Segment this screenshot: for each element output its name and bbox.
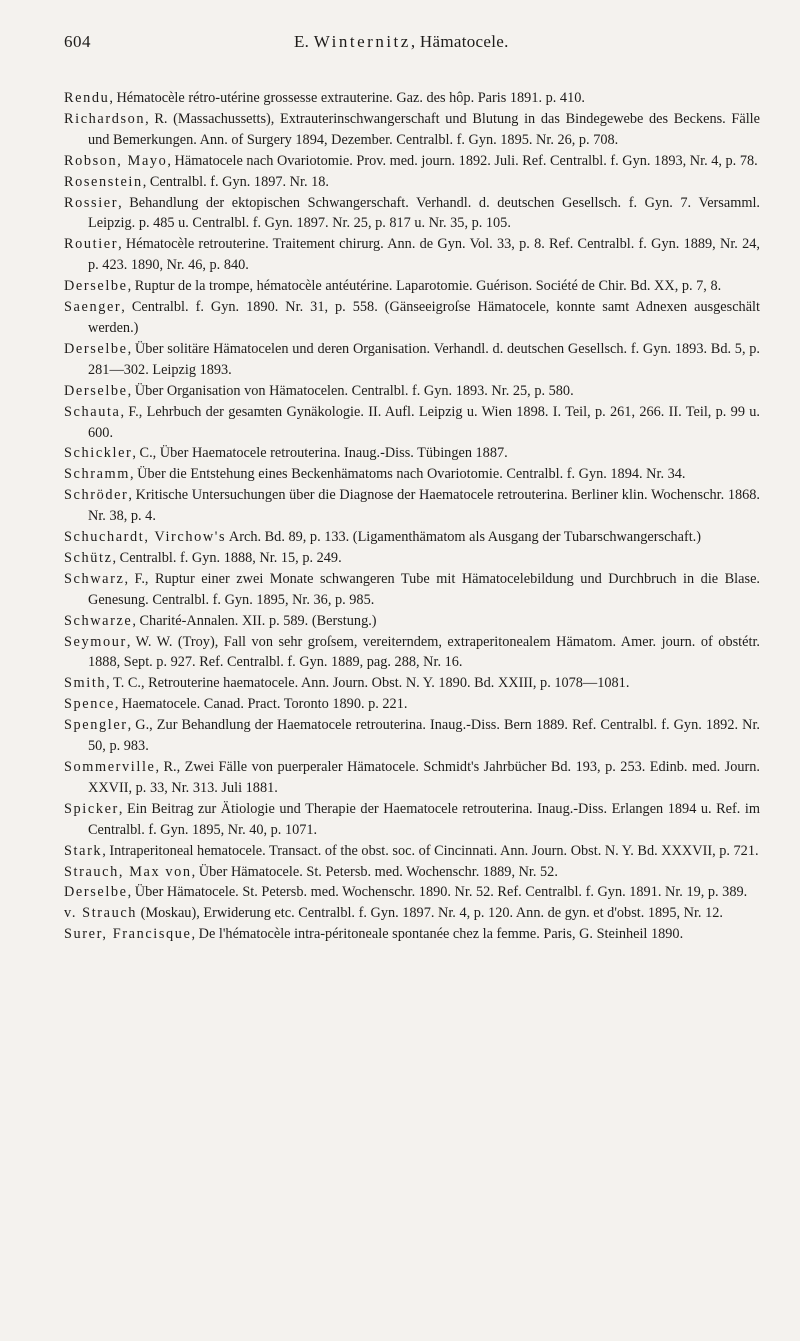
reference-entry [64, 381, 760, 402]
reference-author: Surer, Francisque [64, 926, 192, 943]
reference-author: Schramm [64, 466, 130, 483]
reference-entry [64, 402, 760, 444]
reference-author: Routier [64, 236, 119, 253]
reference-text: , Hématocèle rétro-utérine grossesse extrauterine. Gaz. des hôp. Paris 1891. p. 410. [109, 90, 585, 106]
reference-text: , Haematocele. Canad. Pract. Toronto 1890. p. 221. [114, 696, 408, 713]
running-title [294, 32, 509, 52]
reference-author: Schwarz [64, 570, 125, 587]
reference-text: , Ein Beitrag zur Ätiologie und Therapie der Haematocele retrouterina. Inaug.-Diss. Erlangen 1894 u. Ref. im Centralbl. f. Gyn. 1895, Nr. 40, p. 1071. [88, 800, 760, 838]
reference-author: Seymour [64, 633, 127, 650]
reference-entry [64, 193, 760, 235]
reference-entry [64, 862, 760, 883]
reference-text: , De l'hématocèle intra-péritoneale spontanée chez la femme. Paris, G. Steinheil 1890. [191, 926, 684, 943]
reference-entry [64, 548, 760, 569]
reference-entry [64, 339, 760, 381]
header-author-prefix: E. [294, 32, 310, 51]
reference-entry [64, 611, 760, 632]
reference-text: (Moskau), Erwiderung etc. Centralbl. f. Gyn. 1897. Nr. 4, p. 120. Ann. de gyn. et d'obst. 1895, Nr. 12. [137, 905, 723, 922]
reference-text: , R., Zwei Fälle von puerperaler Hämatocele. Schmidt's Jahrbücher Bd. 193, p. 253. Edinb. med. Journ. XXVII, p. 33, Nr. 313. Juli 1881. [88, 759, 760, 796]
reference-entry [64, 694, 760, 715]
header-author-name: Winternitz [313, 32, 411, 51]
reference-list [64, 88, 760, 945]
reference-text: , Hématocèle retrouterine. Traitement chirurg. Ann. de Gyn. Vol. 33, p. 8. Ref. Centralbl. f. Gyn. 1889, Nr. 24, p. 423. 1890, Nr. 46, p. 840. [88, 236, 760, 274]
reference-entry [64, 109, 760, 151]
reference-text: , Über Hämatocele. St. Petersb. med. Wochenschr. 1890. Nr. 52. Ref. Centralbl. f. Gyn. 1891. Nr. 19, p. 389. [127, 884, 748, 901]
reference-author: Derselbe [64, 382, 128, 399]
reference-author: Derselbe [64, 278, 128, 295]
reference-text: , Über die Entstehung eines Beckenhämatoms nach Ovariotomie. Centralbl. f. Gyn. 1894. Nr. 34. [130, 466, 686, 483]
reference-text: , Centralbl. f. Gyn. 1888, Nr. 15, p. 249. [112, 549, 342, 566]
reference-author: Schickler [64, 445, 133, 462]
reference-author: Schauta [64, 403, 121, 420]
reference-text: , Behandlung der ektopischen Schwangerschaft. Verhandl. d. deutschen Gesellsch. f. Gyn. 7. Versamml. Leipzig. p. 485 u. Centralbl. f. Gyn. 1897. Nr. 25, p. 817 u. Nr. 35, p. 105. [88, 194, 760, 232]
reference-author: Strauch, Max von [64, 863, 192, 880]
reference-author: Rossier [64, 194, 119, 211]
reference-entry [64, 88, 760, 109]
reference-entry [64, 799, 760, 841]
reference-author: Spicker [64, 800, 119, 817]
reference-text: , R. (Massachussetts), Extrauterinschwangerschaft und Blutung in das Bindegewebe des Beckens. Fälle und Bemerkungen. Ann. of Surgery 1894, Dezember. Centralbl. f. Gyn. 1895. Nr. 26, p. 708. [88, 110, 760, 148]
reference-author: Schütz [64, 549, 113, 566]
reference-author: Saenger [64, 299, 122, 316]
reference-entry [64, 841, 760, 862]
reference-entry [64, 276, 760, 297]
reference-entry [64, 903, 760, 924]
reference-text: Arch. Bd. 89, p. 133. (Ligamenthämatom als Ausgang der Tubarschwangerschaft.) [226, 529, 702, 546]
reference-author: Schwarze [64, 612, 133, 629]
reference-author: Sommerville [64, 759, 156, 775]
reference-text: , Ruptur de la trompe, hématocèle antéutérine. Laparotomie. Guérison. Société de Chir. Bd. XX, p. 7, 8. [127, 278, 722, 295]
reference-author: Rosenstein [64, 173, 143, 190]
reference-author: Smith [64, 675, 107, 692]
reference-entry [64, 924, 760, 945]
reference-text: , F., Ruptur einer zwei Monate schwangeren Tube mit Hämatocelebildung und Durchbruch in die Blase. Genesung. Centralbl. f. Gyn. 1895, Nr. 36, p. 985. [88, 570, 760, 608]
reference-author: Rendu [64, 90, 110, 106]
reference-entry [64, 569, 760, 611]
running-header [64, 32, 760, 62]
header-title: , Hämatocele. [410, 32, 509, 51]
reference-entry [64, 757, 760, 799]
reference-entry [64, 172, 760, 193]
reference-entry [64, 297, 760, 339]
reference-author: v. Strauch [64, 905, 138, 922]
page-number: 604 [64, 32, 91, 51]
reference-text: , T. C., Retrouterine haematocele. Ann. Journ. Obst. N. Y. 1890. Bd. XXIII, p. 1078—1081. [106, 675, 630, 692]
reference-entry [64, 485, 760, 527]
reference-author: Spengler [64, 717, 128, 734]
reference-text: , Über Organisation von Hämatocelen. Centralbl. f. Gyn. 1893. Nr. 25, p. 580. [127, 382, 574, 399]
reference-entry [64, 464, 760, 485]
reference-author: Robson, Mayo [64, 152, 168, 169]
reference-text: , Kritische Untersuchungen über die Diagnose der Haematocele retrouterina. Berliner klin. Wochenschr. 1868. Nr. 38, p. 4. [88, 487, 760, 525]
reference-text: , Intraperitoneal hematocele. Transact. of the obst. soc. of Cincinnati. Ann. Journ. Obst. N. Y. Bd. XXXVII, p. 721. [102, 842, 759, 859]
reference-text: , Über solitäre Hämatocelen und deren Organisation. Verhandl. d. deutschen Gesellsch. f. Gyn. 1893. Bd. 5, p. 281—302. Leipzig 1893. [88, 340, 760, 378]
reference-entry [64, 632, 760, 674]
reference-text: , Über Hämatocele. St. Petersb. med. Wochenschr. 1889, Nr. 52. [191, 863, 558, 880]
reference-text: , C., Über Haematocele retrouterina. Inaug.-Diss. Tübingen 1887. [132, 445, 508, 462]
reference-text: , Charité-Annalen. XII. p. 589. (Berstung.) [132, 612, 377, 629]
reference-text: , G., Zur Behandlung der Haematocele retrouterina. Inaug.-Diss. Bern 1889. Ref. Centralbl. f. Gyn. 1892. Nr. 50, p. 983. [88, 717, 760, 755]
reference-entry [64, 443, 760, 464]
reference-author: Stark [64, 842, 103, 859]
reference-text: , W. W. (Troy), Fall von sehr groſsem, vereiterndem, extraperitonealem Hämatom. Amer. journ. of obstétr. 1888, Sept. p. 927. Ref. Centralbl. f. Gyn. 1889, pag. 288, Nr. 16. [88, 633, 760, 671]
reference-text: , F., Lehrbuch der gesamten Gynäkologie. II. Aufl. Leipzig u. Wien 1898. I. Teil, p. 261, 266. II. Teil, p. 99 u. 600. [88, 403, 760, 441]
reference-author: Richardson [64, 110, 146, 127]
reference-entry [64, 715, 760, 757]
reference-author: Spence [64, 696, 115, 713]
reference-entry [64, 673, 760, 694]
reference-text: , Centralbl. f. Gyn. 1897. Nr. 18. [142, 173, 329, 190]
reference-author: Schuchardt, Virchow's [64, 529, 227, 546]
reference-entry [64, 234, 760, 276]
reference-entry [64, 882, 760, 903]
reference-entry [64, 527, 760, 548]
reference-text: , Hämatocele nach Ovariotomie. Prov. med. journ. 1892. Juli. Ref. Centralbl. f. Gyn. 1893, Nr. 4, p. 78. [167, 152, 758, 169]
reference-author: Schröder [64, 487, 129, 504]
reference-author: Derselbe [64, 884, 128, 901]
reference-text: , Centralbl. f. Gyn. 1890. Nr. 31, p. 558. (Gänseeigroſse Hämatocele, konnte samt Adnexen ausgeschält werden.) [88, 299, 760, 336]
reference-entry [64, 151, 760, 172]
reference-author: Derselbe [64, 340, 128, 357]
